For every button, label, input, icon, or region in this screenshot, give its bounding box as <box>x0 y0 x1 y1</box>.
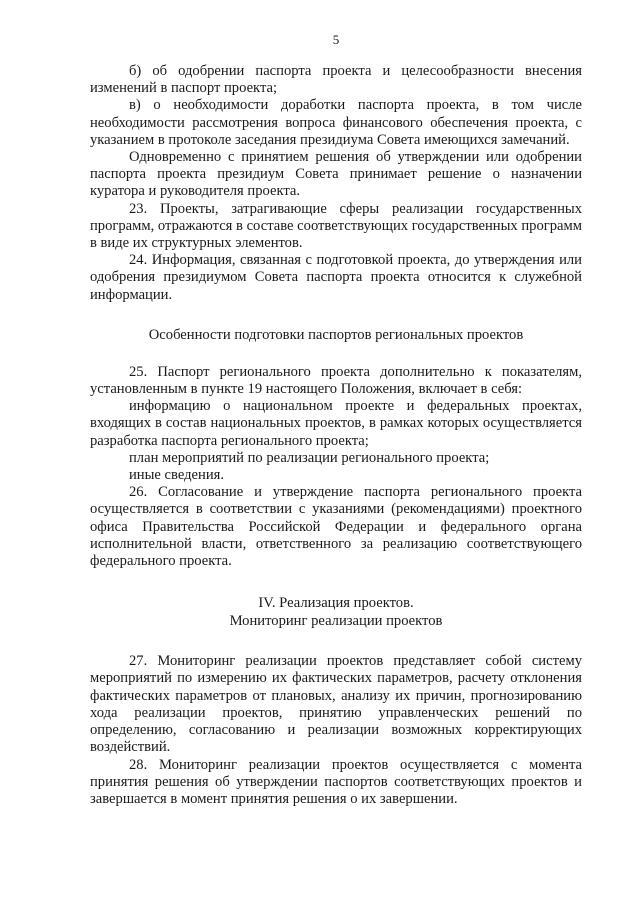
page-number: 5 <box>332 32 340 47</box>
section-heading-line-2: Мониторинг реализации проектов <box>229 613 443 630</box>
paragraph-22v: в) о необходимости доработки паспорта проекта, в том числе необходимости рассмотрения вопроса финансового обеспечения проекта, с указанием в протоколе заседания президиума Совета имеющихся замечаний. <box>90 97 582 148</box>
paragraph-23: 23. Проекты, затрагивающие сферы реализации государственных программ, отражаются в составе соответствующих государственных программ в виде их структурных элементов. <box>90 200 582 252</box>
heading-regional-projects: Особенности подготовки паспортов региональных проектов <box>148 326 524 343</box>
document-page <box>90 32 582 808</box>
paragraph-25-info: информацию о национальном проекте и федеральных проектах, входящих в состав национальных проектов, в рамках которых осуществляется разработка паспорта регионального проекта; <box>90 398 582 449</box>
paragraph-28: 28. Мониторинг реализации проектов осуществляется с момента принятия решения об утверждении паспортов соответствующих проектов и завершается в момент принятия решения о их завершении. <box>90 756 582 807</box>
paragraph-25: 25. Паспорт регионального проекта дополнительно к показателям, установленным в пункте 19 настоящего Положения, включает в себя: <box>90 363 582 398</box>
paragraph-22-curator: Одновременно с принятием решения об утверждении или одобрении паспорта проекта президиум Совета принимает решение о назначении куратора и руководителя проекта. <box>90 149 582 200</box>
paragraph-25-plan: план мероприятий по реализации регионального проекта; <box>129 449 490 466</box>
paragraph-27: 27. Мониторинг реализации проектов представляет собой систему мероприятий по измерению их фактических параметров, расчету отклонения фактических параметров от плановых, анализу их причин, прогнозированию хода реализации проектов, принятию управленческих решений по определению, согласованию и реализации возможных корректирующих воздействий. <box>90 653 582 756</box>
paragraph-25-other: иные сведения. <box>129 467 225 484</box>
section-heading-iv <box>90 594 582 630</box>
section-heading-line-1: IV. Реализация проектов. <box>258 595 414 612</box>
paragraph-26: 26. Согласование и утверждение паспорта регионального проекта осуществляется в соответствии с указаниями (рекомендациями) проектного офиса Правительства Российской Федерации и федерального органа исполнительной власти, ответственного за реализацию соответствующего федерального проекта. <box>90 484 582 570</box>
paragraph-24: 24. Информация, связанная с подготовкой проекта, до утверждения или одобрения президиумом Совета паспорта проекта относится к служебной информации. <box>90 252 582 303</box>
paragraph-22b: б) об одобрении паспорта проекта и целесообразности внесения изменений в паспорт проекта; <box>90 63 582 97</box>
